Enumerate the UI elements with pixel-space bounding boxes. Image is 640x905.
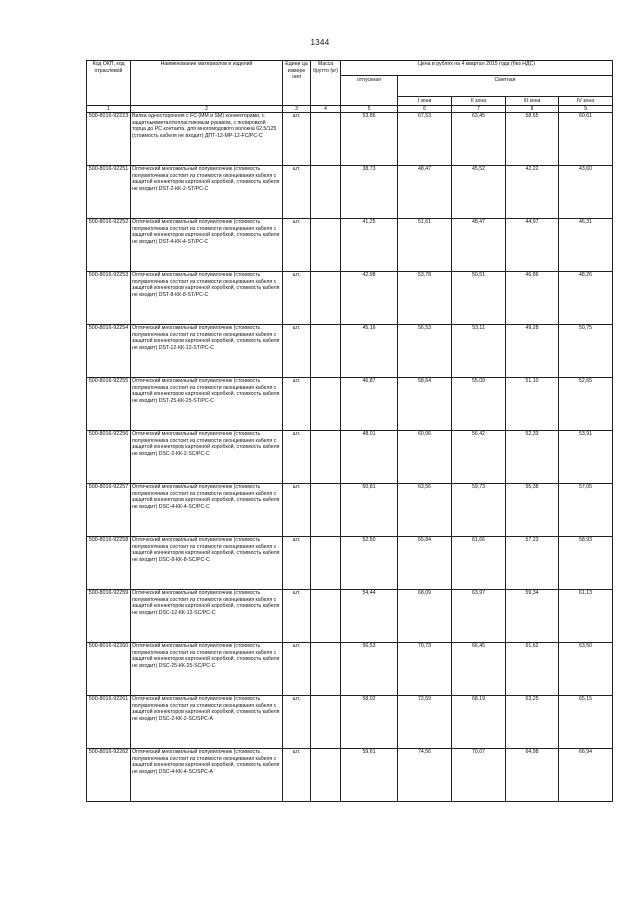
table-row — [87, 272, 613, 325]
cell-release-price: 42,98 — [341, 272, 398, 325]
cell-zone1-price: 48,47 — [398, 166, 452, 219]
cell-name: Оптический многожильный полувилочник (стоимость полувилочника состоит из стоимости оконцевания кабеля с защитой коннекторов картонной коробкой, стоимость кабеля не входит) DSC-25-КК-25-SC/PC-C — [131, 643, 283, 696]
column-number: 1 — [87, 106, 131, 113]
cell-zone3-price: 61,62 — [506, 643, 559, 696]
cell-zone2-price: 55,09 — [452, 378, 506, 431]
col-header-code: Код ОКП, код отраслевой — [87, 61, 131, 106]
column-numbers-row — [87, 106, 613, 113]
cell-release-price: 50,81 — [341, 484, 398, 537]
table-row — [87, 378, 613, 431]
cell-zone3-price: 52,33 — [506, 431, 559, 484]
cell-name: Оптический многожильный полувилочник (стоимость полувилочника состоит из стоимости оконцевания кабеля с защитой коннекторов картонной коробкой, стоимость кабеля не входит) DSC-4-КК-4-SC/SPC-A — [131, 749, 283, 802]
cell-code: 500-8016-92256 — [87, 431, 131, 484]
cell-unit: шт. — [283, 749, 311, 802]
cell-zone3-price: 64,98 — [506, 749, 559, 802]
table-row — [87, 643, 613, 696]
col-header-price: Цена в рублях на 4 квартал 2015 года (без НДС) — [341, 61, 613, 76]
cell-zone1-price: 72,59 — [398, 696, 452, 749]
cell-release-price: 46,87 — [341, 378, 398, 431]
cell-unit: шт. — [283, 325, 311, 378]
cell-code: 500-8016-92261 — [87, 696, 131, 749]
cell-unit: шт. — [283, 113, 311, 166]
cell-release-price: 53,86 — [341, 113, 398, 166]
cell-zone4-price: 48,26 — [559, 272, 613, 325]
cell-zone4-price: 52,65 — [559, 378, 613, 431]
cell-zone4-price: 61,13 — [559, 590, 613, 643]
cell-name: Оптический многожильный полувилочник (стоимость полувилочника состоит из стоимости оконцевания кабеля с защитой коннекторов картонной коробкой, стоимость кабеля не входит) DST-25-КК-25-ST/PC-C — [131, 378, 283, 431]
cell-zone3-price: 42,22 — [506, 166, 559, 219]
cell-name: Оптический многожильный полувилочник (стоимость полувилочника состоит из стоимости оконцевания кабеля с защитой коннекторов картонной коробкой, стоимость кабеля не входит) DST-4-КК-4-ST/PC-C — [131, 219, 283, 272]
table-row — [87, 590, 613, 643]
column-number: 3 — [283, 106, 311, 113]
table-row — [87, 325, 613, 378]
cell-name: Вилка односторонняя с FC (MM и SM) коннекторами, с защитнымметаллопластиковым рукавом, с полировкой торца до PC контакта, для многомодового волокна 62,5/125 (стоимость кабеля не входит) ДПТ-12-МР-12-FC/PC-C — [131, 113, 283, 166]
cell-zone2-price: 59,73 — [452, 484, 506, 537]
cell-zone4-price: 46,31 — [559, 219, 613, 272]
cell-zone4-price: 43,60 — [559, 166, 613, 219]
cell-release-price: 54,44 — [341, 590, 398, 643]
cell-name: Оптический многожильный полувилочник (стоимость полувилочника состоит из стоимости оконцевания кабеля с защитой коннекторов картонной коробкой, стоимость кабеля не входит) DSC-4-КК-4-SC/PC-C — [131, 484, 283, 537]
cell-zone3-price: 55,38 — [506, 484, 559, 537]
cell-zone2-price: 70,07 — [452, 749, 506, 802]
cell-code: 500-8016-92253 — [87, 272, 131, 325]
cell-code: 500-8016-92252 — [87, 219, 131, 272]
column-number: 7 — [452, 106, 506, 113]
cell-zone2-price: 56,42 — [452, 431, 506, 484]
cell-zone1-price: 51,61 — [398, 219, 452, 272]
col-header-name: Наименование материалов и изделий — [131, 61, 283, 106]
cell-zone3-price: 63,25 — [506, 696, 559, 749]
cell-unit: шт. — [283, 272, 311, 325]
cell-zone1-price: 74,56 — [398, 749, 452, 802]
col-header-zone1: I зона — [398, 97, 452, 106]
cell-zone4-price: 65,15 — [559, 696, 613, 749]
cell-name: Оптический многожильный полувилочник (стоимость полувилочника состоит из стоимости оконцевания кабеля с защитой коннекторов картонной коробкой, стоимость кабеля не входит) DST-2-КК-2-ST/PC-C — [131, 166, 283, 219]
cell-zone3-price: 49,28 — [506, 325, 559, 378]
col-header-release: отпускная — [341, 76, 398, 106]
cell-mass — [311, 590, 341, 643]
cell-code: 500-8016-92262 — [87, 749, 131, 802]
cell-mass — [311, 696, 341, 749]
cell-zone3-price: 46,86 — [506, 272, 559, 325]
cell-release-price: 52,50 — [341, 537, 398, 590]
cell-code: 500-8016-92251 — [87, 166, 131, 219]
cell-unit: шт. — [283, 484, 311, 537]
cell-mass — [311, 431, 341, 484]
cell-code: 500-8016-92258 — [87, 537, 131, 590]
table-row — [87, 696, 613, 749]
cell-zone1-price: 53,78 — [398, 272, 452, 325]
cell-name: Оптический многожильный полувилочник (стоимость полувилочника состоит из стоимости оконцевания кабеля с защитой коннекторов картонной коробкой, стоимость кабеля не входит) DSC-2-КК-2-SC/PC-C — [131, 431, 283, 484]
cell-zone1-price: 60,06 — [398, 431, 452, 484]
table-row — [87, 166, 613, 219]
cell-unit: шт. — [283, 431, 311, 484]
column-number: 4 — [311, 106, 341, 113]
cell-zone4-price: 53,91 — [559, 431, 613, 484]
cell-zone2-price: 68,19 — [452, 696, 506, 749]
table-row — [87, 219, 613, 272]
cell-unit: шт. — [283, 219, 311, 272]
column-number: 8 — [506, 106, 559, 113]
cell-mass — [311, 749, 341, 802]
cell-mass — [311, 272, 341, 325]
cell-code: 500-8016-92260 — [87, 643, 131, 696]
cell-zone2-price: 61,66 — [452, 537, 506, 590]
cell-zone1-price: 56,53 — [398, 325, 452, 378]
cell-code: 500-8016-92255 — [87, 378, 131, 431]
cell-zone3-price: 44,97 — [506, 219, 559, 272]
cell-code: 500-8016-92223 — [87, 113, 131, 166]
cell-zone2-price: 66,45 — [452, 643, 506, 696]
table-row — [87, 484, 613, 537]
cell-unit: шт. — [283, 537, 311, 590]
cell-unit: шт. — [283, 378, 311, 431]
cell-release-price: 58,02 — [341, 696, 398, 749]
cell-code: 500-8016-92257 — [87, 484, 131, 537]
cell-unit: шт. — [283, 590, 311, 643]
cell-zone3-price: 57,23 — [506, 537, 559, 590]
cell-mass — [311, 113, 341, 166]
cell-name: Оптический многожильный полувилочник (стоимость полувилочника состоит из стоимости оконцевания кабеля с защитой коннекторов картонной коробкой, стоимость кабеля не входит) DSC-2-КК-2-SC/SPC-A — [131, 696, 283, 749]
column-number: 2 — [131, 106, 283, 113]
cell-release-price: 48,01 — [341, 431, 398, 484]
table-row — [87, 431, 613, 484]
cell-mass — [311, 484, 341, 537]
col-header-zone2: II зона — [452, 97, 506, 106]
cell-zone1-price: 70,73 — [398, 643, 452, 696]
cell-mass — [311, 537, 341, 590]
cell-zone4-price: 60,61 — [559, 113, 613, 166]
cell-zone2-price: 45,52 — [452, 166, 506, 219]
cell-zone1-price: 67,53 — [398, 113, 452, 166]
table-row — [87, 113, 613, 166]
col-header-estimate: Сметная — [398, 76, 613, 97]
cell-zone3-price: 51,10 — [506, 378, 559, 431]
cell-mass — [311, 219, 341, 272]
cell-code: 500-8016-92254 — [87, 325, 131, 378]
cell-zone2-price: 63,45 — [452, 113, 506, 166]
cell-release-price: 38,73 — [341, 166, 398, 219]
cell-zone4-price: 66,94 — [559, 749, 613, 802]
cell-zone2-price: 53,11 — [452, 325, 506, 378]
cell-unit: шт. — [283, 166, 311, 219]
cell-zone3-price: 59,34 — [506, 590, 559, 643]
cell-zone1-price: 68,09 — [398, 590, 452, 643]
col-header-unit: Едини ца измере ния — [283, 61, 311, 106]
cell-zone2-price: 50,51 — [452, 272, 506, 325]
col-header-mass: Масса брутто (кг) — [311, 61, 341, 106]
column-number: 9 — [559, 106, 613, 113]
cell-name: Оптический многожильный полувилочник (стоимость полувилочника состоит из стоимости оконцевания кабеля с защитой коннекторов картонной коробкой, стоимость кабеля не входит) DSC-8-КК-8-SC/PC-C — [131, 537, 283, 590]
cell-zone4-price: 63,50 — [559, 643, 613, 696]
cell-release-price: 41,25 — [341, 219, 398, 272]
cell-release-price: 45,16 — [341, 325, 398, 378]
col-header-zone4: IV зона — [559, 97, 613, 106]
cell-zone4-price: 58,93 — [559, 537, 613, 590]
cell-name: Оптический многожильный полувилочник (стоимость полувилочника состоит из стоимости оконцевания кабеля с защитой коннекторов картонной коробкой, стоимость кабеля не входит) DSC-12-КК-12-SC/PC-C — [131, 590, 283, 643]
cell-name: Оптический многожильный полувилочник (стоимость полувилочника состоит из стоимости оконцевания кабеля с защитой коннекторов картонной коробкой, стоимость кабеля не входит) DST-8-КК-8-ST/PC-C — [131, 272, 283, 325]
cell-release-price: 56,53 — [341, 643, 398, 696]
price-table — [86, 60, 613, 802]
cell-zone2-price: 48,47 — [452, 219, 506, 272]
cell-mass — [311, 166, 341, 219]
cell-zone3-price: 58,65 — [506, 113, 559, 166]
cell-zone1-price: 63,56 — [398, 484, 452, 537]
cell-code: 500-8016-92259 — [87, 590, 131, 643]
page-number: 1344 — [310, 38, 330, 47]
column-number: 6 — [398, 106, 452, 113]
cell-name: Оптический многожильный полувилочник (стоимость полувилочника состоит из стоимости оконцевания кабеля с защитой коннекторов картонной коробкой, стоимость кабеля не входит) DST-12-КК-12-ST/PC-C — [131, 325, 283, 378]
column-number: 5 — [341, 106, 398, 113]
cell-unit: шт. — [283, 643, 311, 696]
cell-zone4-price: 57,05 — [559, 484, 613, 537]
cell-mass — [311, 325, 341, 378]
cell-zone4-price: 50,75 — [559, 325, 613, 378]
cell-zone2-price: 63,97 — [452, 590, 506, 643]
table-row — [87, 749, 613, 802]
cell-mass — [311, 643, 341, 696]
cell-unit: шт. — [283, 696, 311, 749]
cell-mass — [311, 378, 341, 431]
col-header-zone3: III зона — [506, 97, 559, 106]
header-row — [87, 61, 613, 76]
table-body — [87, 113, 613, 802]
cell-release-price: 59,61 — [341, 749, 398, 802]
cell-zone1-price: 58,64 — [398, 378, 452, 431]
table-row — [87, 537, 613, 590]
cell-zone1-price: 65,84 — [398, 537, 452, 590]
